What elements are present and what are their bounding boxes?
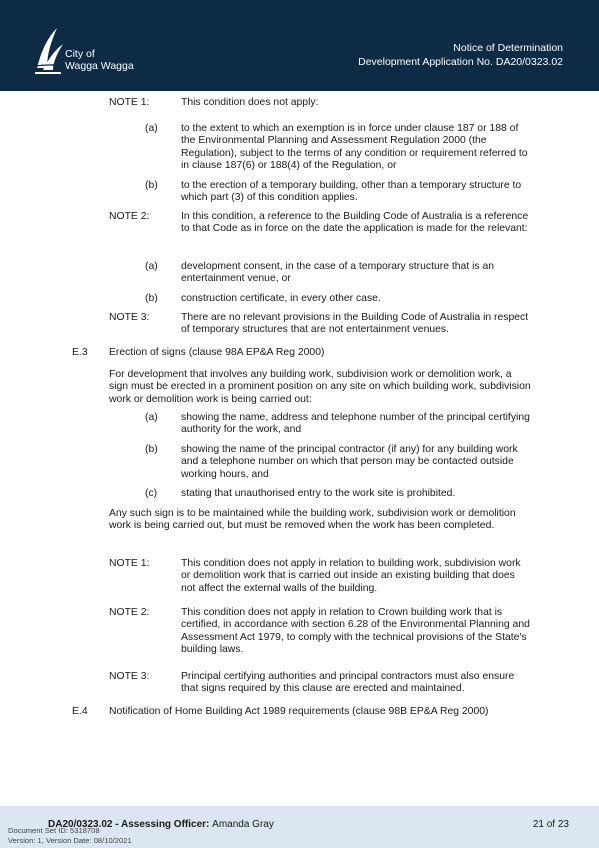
note1-label: NOTE 1: bbox=[109, 97, 150, 108]
section-e4-title: Notification of Home Building Act 1989 requirements (clause 98B EP&A Reg 2000) bbox=[109, 706, 489, 717]
document-meta bbox=[8, 826, 132, 846]
document-subtitle: Development Application No. DA20/0323.02 bbox=[358, 55, 563, 68]
section-e4-number: E.4 bbox=[72, 706, 88, 717]
note3-label: NOTE 3: bbox=[109, 312, 150, 323]
note1-text: This condition does not apply: bbox=[181, 97, 319, 108]
version-info: Version: 1, Version Date: 08/10/2021 bbox=[8, 836, 132, 845]
e3-item-b-label: (b) bbox=[145, 444, 158, 455]
e3-item-b-text: showing the name of the principal contractor (if any) for any building work and a telephone number on which that person may be contacted outside working hours, and bbox=[181, 444, 518, 480]
e3-note3-text: Principal certifying authorities and principal contractors must also ensure that signs required by this clause are erected and maintained. bbox=[181, 671, 515, 695]
e3-note1-text: This condition does not apply in relation to building work, subdivision work or demolition work that is carried out inside an existing building that does not affect the external walls of the building. bbox=[181, 558, 521, 594]
note2-text: In this condition, a reference to the Building Code of Australia is a reference to that Code as in force on the date the application is made for the relevant: bbox=[181, 211, 529, 235]
section-e3-intro: For development that involves any building work, subdivision work or demolition work, a sign must be erected in a prominent position on any site on which building work, subdivision work or demolition work is being carried out: bbox=[109, 369, 531, 405]
note1-item-b-label: (b) bbox=[145, 180, 158, 191]
document-set-id: Document Set ID: 5318708 bbox=[8, 826, 100, 835]
document-title: Notice of Determination bbox=[453, 42, 563, 54]
footer-title-text: DA20/0323.02 - Assessing Officer: bbox=[48, 819, 210, 830]
note3-text: There are no relevant provisions in the Building Code of Australia in respect of temporary structures that are not entertainment venues. bbox=[181, 312, 529, 336]
note1-item-a-label: (a) bbox=[145, 123, 158, 134]
note2-item-a-text: development consent, in the case of a temporary structure that is an entertainment venue, or bbox=[181, 261, 495, 285]
note2-item-b-text: construction certificate, in every other case. bbox=[181, 293, 381, 304]
note1-item-a-text: to the extent to which an exemption is in force under clause 187 or 188 of the Environmental Planning and Assessment Regulation 2000 (the Regulation), subject to the terms of any condition or requirement referred to in clause 187(6) or 188(4) of the Regulation, or bbox=[181, 123, 528, 172]
e3-item-a-text: showing the name, address and telephone number of the principal certifying authority for the work, and bbox=[181, 412, 530, 436]
section-e3-number: E.3 bbox=[72, 347, 88, 358]
note2-item-a-label: (a) bbox=[145, 261, 158, 272]
note2-label: NOTE 2: bbox=[109, 211, 150, 222]
logo-line2: Wagga Wagga bbox=[65, 60, 134, 72]
note1-item-b-text: to the erection of a temporary building, other than a temporary structure to which part (3) of this condition applies. bbox=[181, 180, 522, 204]
e3-note2-text: This condition does not apply in relation to Crown building work that is certified, in accordance with section 6.28 of the Environmental Planning and Assessment Act 1979, to comply with the technical provisions of the State's building laws. bbox=[181, 607, 530, 656]
e3-note2-label: NOTE 2: bbox=[109, 607, 150, 618]
e3-item-a-label: (a) bbox=[145, 412, 158, 423]
e3-item-c-text: stating that unauthorised entry to the work site is prohibited. bbox=[181, 488, 456, 499]
page-header bbox=[0, 0, 599, 91]
section-e3-title: Erection of signs (clause 98A EP&A Reg 2000) bbox=[109, 347, 325, 358]
logo-line1: City of bbox=[65, 48, 95, 60]
e3-item-c-label: (c) bbox=[145, 488, 158, 499]
e3-note3-label: NOTE 3: bbox=[109, 671, 150, 682]
e3-note1-label: NOTE 1: bbox=[109, 558, 150, 569]
page-footer bbox=[0, 806, 599, 848]
page-number: 21 of 23 bbox=[532, 819, 569, 830]
e3-paragraph: Any such sign is to be maintained while the building work, subdivision work or demolition work is being carried out, but must be removed when the work has been completed. bbox=[109, 508, 516, 532]
note2-item-b-label: (b) bbox=[145, 293, 158, 304]
assessing-officer-name: Amanda Gray bbox=[212, 819, 274, 830]
